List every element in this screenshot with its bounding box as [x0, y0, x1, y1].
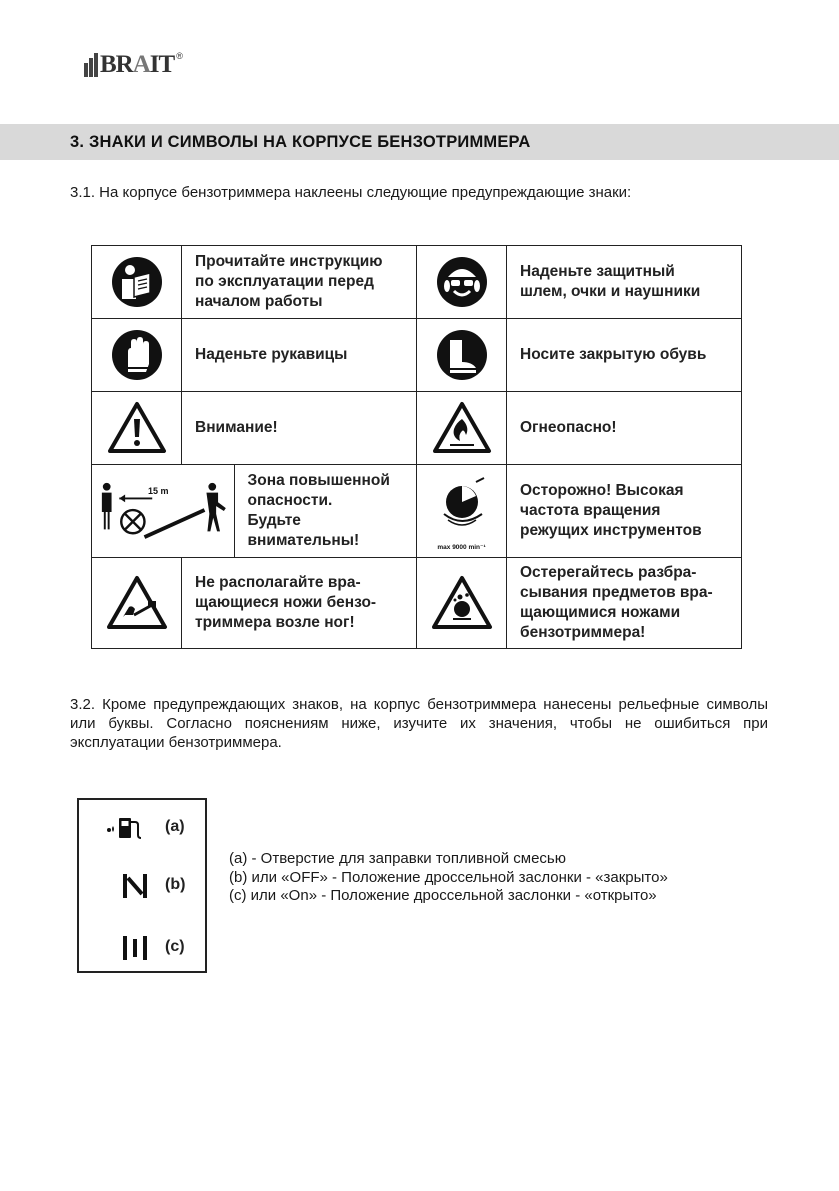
table-row: [92, 465, 742, 558]
boots-icon: [435, 328, 489, 382]
sign-text-line: опасности.: [247, 492, 333, 509]
warning-triangle-icon: [107, 401, 167, 455]
sign-cell: [417, 246, 507, 319]
sign-text-line: Зона повышенной: [247, 472, 390, 489]
sign-text-line: Наденьте защитный: [520, 263, 675, 280]
read-manual-icon: [110, 255, 164, 309]
section-title-bar: [0, 124, 839, 160]
legend-line: (b) или «OFF» - Положение дроссельной заслонки - «закрыто»: [229, 868, 668, 886]
sign-text-cell: [507, 465, 742, 558]
sign-text-line: Не располагайте вра-: [195, 574, 361, 591]
sign-text-cell: [507, 319, 742, 392]
sign-text-line: Прочитайте инструкцию: [195, 253, 383, 270]
sign-text-cell: [182, 246, 417, 319]
blade-near-feet-icon: [106, 575, 168, 631]
sign-text-line: Огнеопасно!: [520, 419, 617, 436]
table-row: [92, 246, 742, 319]
brand-logo-text-value: BRAIT: [100, 51, 175, 78]
warning-signs-table: [91, 245, 742, 649]
distance-label: 15 m: [148, 486, 169, 496]
sign-text-line: режущих инструментов: [520, 522, 702, 539]
sign-text-cell: [182, 392, 417, 465]
symbol-label: (a): [165, 818, 185, 835]
rotation-speed-icon: [432, 476, 492, 536]
sign-cell: [92, 319, 182, 392]
speed-label: max 9000 min⁻¹: [437, 544, 486, 551]
sign-text-line: бензотриммера!: [520, 624, 646, 641]
sign-cell: [417, 465, 507, 558]
sign-cell: [417, 558, 507, 649]
sign-text-line: триммера возле ног!: [195, 614, 355, 631]
sign-text-line: Носите закрытую обувь: [520, 346, 707, 363]
table-row: [92, 319, 742, 392]
sign-cell: [92, 392, 182, 465]
embossed-symbols-box: [77, 798, 207, 973]
section-title: 3. ЗНАКИ И СИМВОЛЫ НА КОРПУСЕ БЕНЗОТРИММЕРА: [70, 132, 531, 151]
symbols-legend: [229, 850, 668, 906]
sign-cell: [417, 319, 507, 392]
symbol-row: [79, 872, 205, 902]
sign-text-line: шлем, очки и наушники: [520, 283, 701, 300]
table-row: [92, 558, 742, 649]
legend-line: (c) или «On» - Положение дроссельной заслонки - «открыто»: [229, 887, 657, 904]
sign-text-line: Наденьте рукавицы: [195, 346, 348, 363]
symbol-row: [79, 814, 205, 844]
sign-text-line: внимательны!: [247, 532, 360, 549]
sign-cell: [92, 558, 182, 649]
thrown-objects-icon: [431, 575, 493, 631]
paragraph-3-1: 3.1. На корпусе бензотриммера наклеены следующие предупреждающие знаки:: [70, 184, 632, 201]
sign-text-line: частота вращения: [520, 502, 661, 519]
sign-text-line: Остерегайтесь разбра-: [520, 564, 697, 581]
sign-cell: [417, 392, 507, 465]
symbol-row: [79, 934, 205, 964]
sign-text-cell: [507, 246, 742, 319]
legend-line: (a) - Отверстие для заправки топливной смесью: [229, 850, 567, 867]
sign-cell-danger-zone: [92, 465, 417, 558]
symbol-label: (c): [165, 938, 185, 955]
symbol-label: (b): [165, 876, 186, 893]
choke-closed-icon: [121, 872, 151, 900]
sign-text-line: Внимание!: [195, 419, 278, 436]
sign-text-cell: [182, 558, 417, 649]
sign-text-cell: [507, 392, 742, 465]
fuel-mixture-icon: [105, 814, 149, 842]
sign-text-cell: [182, 319, 417, 392]
sign-text-line: щающимися ножами: [520, 604, 681, 621]
brand-logo: [84, 51, 183, 77]
sign-text-cell: [236, 471, 416, 551]
sign-text-line: Будьте: [247, 512, 301, 529]
sign-text-line: Осторожно! Высокая: [520, 482, 684, 499]
sign-text-line: сывания предметов вра-: [520, 584, 713, 601]
table-row: [92, 392, 742, 465]
sign-cell: [92, 246, 182, 319]
registered-mark: ®: [176, 51, 183, 61]
logo-bars-icon: [84, 53, 99, 77]
sign-text-line: по эксплуатации перед: [195, 273, 374, 290]
sign-text-cell: [507, 558, 742, 649]
helmet-goggles-earmuffs-icon: [435, 255, 489, 309]
sign-text-line: началом работы: [195, 293, 323, 310]
sign-text-line: щающиеся ножи бензо-: [195, 594, 377, 611]
choke-open-icon: [121, 934, 151, 962]
flammable-triangle-icon: [432, 401, 492, 455]
gloves-icon: [110, 328, 164, 382]
brand-logo-text: [100, 53, 174, 77]
paragraph-3-2: 3.2. Кроме предупреждающих знаков, на корпус бензотриммера нанесены рельефные символы или буквы. Согласно пояснениям ниже, изучите их значения, чтобы не ошибиться при эксплуатации бензотриммера.: [70, 696, 768, 751]
